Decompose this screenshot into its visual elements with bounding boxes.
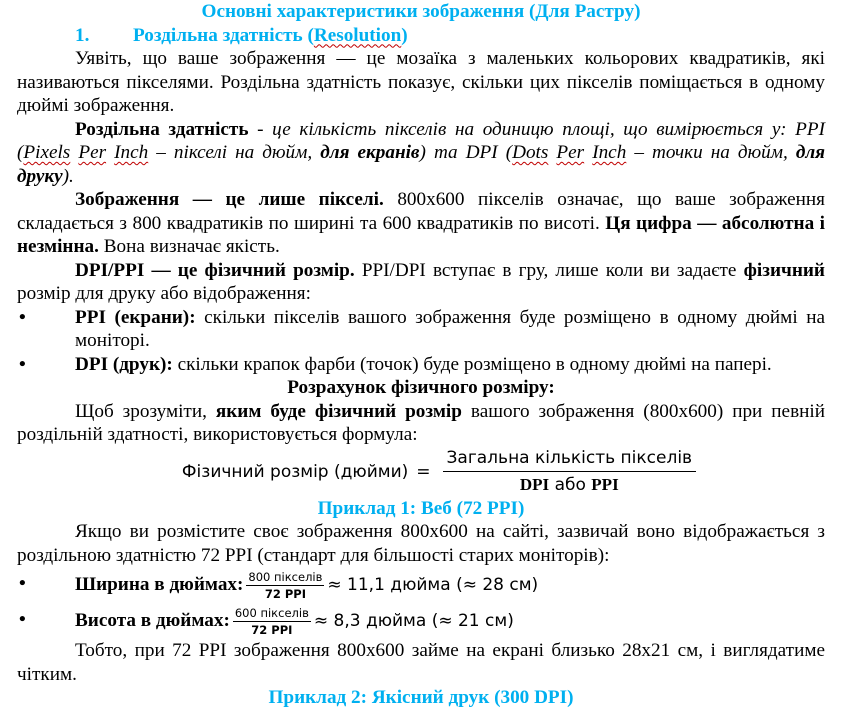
bullet-dot: •: [19, 609, 26, 630]
formula-lhs: Фізичний розмір (дюйми): [181, 461, 409, 482]
bullet-ppi-text: скільки пікселів вашого зображення буде розміщено в одному дюймі на моніторі.: [75, 306, 825, 351]
example-2-title: Приклад 2: Якісний друк (300 DPI): [268, 687, 574, 708]
section-number: 1.: [75, 24, 90, 46]
bullet-dot: •: [19, 306, 26, 328]
example-1-title: Приклад 1: Веб (72 PPI): [317, 497, 525, 519]
pixels-text-1: 800х600 пікселів означає, що ваше зображення складається з 800 квадратиків по ширині та 600 квадратиків по висоті.: [17, 189, 825, 234]
def-word-dots: Dots: [512, 142, 549, 163]
def-word-inch: Inch: [114, 142, 149, 163]
bullet-dot: •: [19, 353, 26, 375]
term-resolution: Роздільна здатність: [75, 118, 249, 140]
width-fraction: [246, 570, 324, 601]
formula-fraction: [443, 448, 697, 495]
bullet-dpi: [17, 353, 825, 377]
section-title-word: Resolution: [313, 24, 402, 46]
document-page: [17, 0, 825, 710]
dpi-text-2: розмір для друку або відображення:: [17, 283, 311, 304]
paragraph-dpi-ppi: [17, 259, 825, 306]
section-title-post: ): [401, 24, 408, 46]
def-for-print: для друку: [17, 142, 826, 187]
def-word-inch: Inch: [592, 142, 627, 163]
width-numerator: 800 пікселів: [248, 569, 323, 584]
paragraph-mosaic: Уявіть, що ваше зображення — це мозаїка з маленьких кольорових квадратиків, які називаються пікселями. Роздільна здатність показує, скільки цих пікселів поміщається в одному дюймі зображення.: [17, 48, 825, 116]
dpi-statement: DPI/PPI — це фізичний розмір.: [75, 259, 355, 281]
def-text-4: – точки на дюйм,: [626, 142, 796, 163]
def-space: [106, 142, 114, 163]
bullet-width: [17, 567, 825, 603]
paragraph-pixels: [17, 188, 825, 259]
document-heading: Основні характеристики зображення (Для Растру): [201, 1, 641, 22]
paragraph-definition: [17, 118, 825, 189]
def-for-screens: для екранів: [320, 142, 420, 163]
calc-heading: Розрахунок фізичного розміру:: [287, 377, 555, 398]
height-numerator: 600 пікселів: [234, 605, 309, 620]
bullet-dpi-label: DPI (друк):: [75, 353, 173, 375]
formula-numerator: Загальна кількість пікселів: [443, 448, 697, 472]
def-text-3: ) та DPI (: [419, 142, 513, 163]
paragraph-formula-intro: [17, 400, 825, 447]
width-denominator: 72 PPI: [264, 586, 306, 601]
section-title-pre: Роздільна здатність (: [133, 24, 314, 46]
formula: [57, 447, 825, 497]
formula-intro-bold: яким буде фізичний розмір: [215, 400, 462, 422]
pixels-absolute: Ця цифра — абсолютна і незмінна.: [17, 212, 825, 257]
section-1-title: [17, 24, 825, 48]
height-fraction: [233, 606, 311, 637]
bullet-ppi: [17, 306, 825, 353]
example-1-conclusion: Тобто, при 72 PPI зображення 800х600 займе на екрані близько 28х21 см, і виглядатиме чітким.: [17, 640, 825, 685]
bullet-height: [17, 603, 825, 639]
formula-intro-2: вашого зображення (800х600) при певній роздільній здатності, використовується формула:: [17, 400, 826, 445]
height-denominator: 72 PPI: [251, 622, 293, 637]
formula-intro-1: Щоб зрозуміти,: [75, 400, 216, 422]
bullet-dot: •: [19, 573, 26, 594]
pixels-statement: Зображення — це лише пікселі.: [75, 189, 384, 210]
def-word-pixels: Pixels: [23, 142, 71, 163]
def-space: [584, 142, 592, 163]
def-text-1: - це кількість пікселів на одиницю площі, що вимірюється у: PPI (: [17, 118, 825, 163]
bullet-dpi-text: скільки крапок фарби (точок) буде розміщено в одному дюймі на папері.: [172, 353, 772, 375]
pixels-text-2: Вона визначає якість.: [98, 236, 280, 257]
def-text-2: – пікселі на дюйм,: [148, 142, 321, 163]
width-result: ≈ 11,1 дюйма (≈ 28 см): [327, 575, 539, 595]
example-1-paragraph: Якщо ви розмістите своє зображення 800х600 на сайті, зазвичай воно відображається з роздільною здатністю 72 PPI (стандарт для більшості старих моніторів):: [17, 521, 825, 566]
formula-den-or: або: [549, 475, 592, 495]
width-label: Ширина в дюймах:: [75, 574, 244, 595]
formula-den-dpi: DPI: [519, 475, 550, 494]
height-label: Висота в дюймах:: [75, 610, 230, 631]
bullet-ppi-label: PPI (екрани):: [75, 306, 196, 328]
formula-den-ppi: PPI: [591, 475, 619, 494]
formula-denominator: [520, 472, 619, 495]
def-word-per: Per: [78, 142, 107, 163]
dpi-text-1: PPI/DPI вступає в гру, лише коли ви задаєте: [354, 259, 744, 281]
dpi-physical: фізичний: [743, 259, 825, 281]
height-result: ≈ 8,3 дюйма (≈ 21 см): [313, 611, 514, 631]
formula-equals: =: [416, 461, 431, 482]
def-text-5: ).: [62, 165, 74, 187]
def-word-per: Per: [556, 142, 585, 163]
